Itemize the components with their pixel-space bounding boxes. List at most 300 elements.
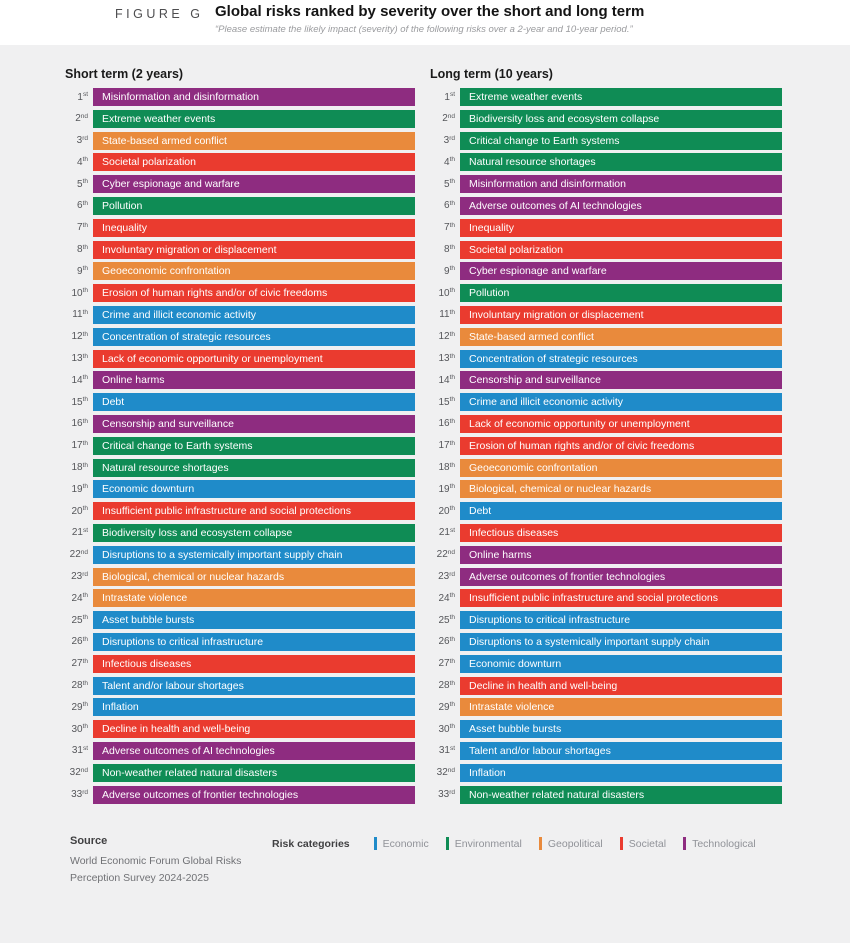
risk-row	[430, 153, 782, 171]
risk-bar	[460, 88, 782, 106]
risk-bar	[93, 633, 415, 651]
risk-label: Crime and illicit economic activity	[102, 308, 257, 321]
risk-rank: 24th	[438, 592, 455, 604]
risk-row	[65, 786, 415, 804]
risk-rank-ordinal: th	[449, 679, 455, 687]
risk-rank: 20th	[438, 505, 455, 517]
risk-label: Debt	[102, 396, 125, 409]
risk-rank-ordinal: th	[449, 221, 455, 229]
risk-rank: 19th	[71, 483, 88, 495]
legend-item-technological	[683, 837, 756, 850]
risk-row	[65, 764, 415, 782]
risk-bar	[93, 241, 415, 259]
risk-row	[430, 371, 782, 389]
risk-label: Misinformation and disinformation	[102, 91, 259, 103]
legend-item-environmental	[446, 837, 522, 850]
risk-label: Biodiversity loss and ecosystem collapse	[102, 526, 293, 539]
risk-rank: 11th	[72, 308, 88, 321]
risk-rank: 28th	[71, 679, 88, 692]
risk-bar	[93, 524, 415, 542]
risk-bar	[93, 546, 415, 564]
risk-rank: 17th	[438, 439, 455, 452]
risk-bar	[93, 110, 415, 128]
chart-panel	[0, 45, 850, 943]
risk-rank: 23rd	[438, 570, 455, 583]
legend-title: Risk categories	[272, 837, 350, 850]
risk-rank-ordinal: th	[82, 439, 88, 447]
risk-row	[65, 350, 415, 368]
risk-bar	[93, 589, 415, 607]
risk-label: Adverse outcomes of frontier technologies	[102, 788, 299, 801]
risk-bar	[93, 764, 415, 782]
risk-bar	[460, 589, 782, 607]
risk-row	[430, 480, 782, 498]
risk-rank-ordinal: th	[82, 679, 88, 687]
risk-row	[430, 546, 782, 564]
short-term-column	[65, 67, 415, 804]
risk-rank-ordinal: th	[449, 374, 455, 382]
risk-row	[430, 328, 782, 346]
risk-row	[65, 459, 415, 477]
risk-label: Online harms	[102, 374, 165, 387]
risk-label: Disruptions to critical infrastructure	[102, 635, 264, 648]
risk-rank-ordinal: st	[82, 744, 88, 752]
risk-label: Geoeconomic confrontation	[469, 461, 598, 474]
risk-row	[65, 241, 415, 259]
source-line-2: Perception Survey 2024-2025	[70, 871, 209, 884]
risk-rank: 8th	[444, 243, 455, 256]
risk-bar	[460, 546, 782, 564]
risk-rank-ordinal: th	[82, 221, 88, 229]
risk-label: Asset bubble bursts	[102, 614, 195, 627]
legend-color-chip	[683, 837, 686, 850]
risk-rank-ordinal: rd	[449, 570, 455, 578]
risk-label: Intrastate violence	[102, 592, 188, 605]
risk-label: Intrastate violence	[469, 701, 555, 714]
risk-rank: 16th	[71, 417, 88, 430]
risk-label: State-based armed conflict	[102, 134, 227, 147]
risk-row	[65, 153, 415, 171]
risk-rank-ordinal: th	[449, 265, 455, 273]
risk-bar	[460, 633, 782, 651]
risk-rank-ordinal: th	[82, 178, 88, 186]
long-term-column	[430, 67, 782, 804]
risk-bar	[93, 480, 415, 498]
risk-rank-ordinal: th	[82, 657, 88, 665]
figure-label: FIGURE G	[115, 7, 204, 21]
risk-row	[65, 415, 415, 433]
risk-rank-ordinal: th	[82, 396, 88, 404]
risk-row	[430, 698, 782, 716]
risk-row	[430, 284, 782, 302]
risk-rank-ordinal: th	[449, 330, 455, 338]
risk-label: Misinformation and disinformation	[469, 178, 626, 191]
risk-rank: 31st	[438, 744, 455, 757]
risk-label: Involuntary migration or displacement	[469, 308, 644, 321]
risk-rank: 7th	[77, 221, 88, 234]
risk-rank-ordinal: th	[449, 657, 455, 665]
risk-bar	[460, 132, 782, 150]
risk-rank: 24th	[71, 592, 88, 604]
risk-bar	[93, 611, 415, 629]
risk-bar	[460, 175, 782, 193]
risk-label: Pollution	[469, 287, 510, 300]
risk-bar	[460, 764, 782, 782]
risk-rank: 21st	[71, 526, 88, 539]
risk-bar	[460, 655, 782, 673]
legend-item-economic	[374, 837, 429, 850]
risk-rank-ordinal: nd	[80, 112, 88, 120]
risk-rank-ordinal: th	[82, 723, 88, 731]
risk-rank-ordinal: rd	[82, 788, 88, 796]
risk-row	[430, 742, 782, 760]
risk-row	[65, 328, 415, 346]
risk-rank-ordinal: th	[82, 243, 88, 251]
risk-label: Decline in health and well-being	[102, 723, 251, 736]
risk-row	[430, 437, 782, 455]
risk-label: Geoeconomic confrontation	[102, 265, 231, 278]
legend-items	[374, 837, 773, 850]
risk-rank-ordinal: th	[82, 330, 88, 338]
risk-row	[430, 175, 782, 193]
risk-label: Erosion of human rights and/or of civic freedoms	[469, 439, 695, 452]
risk-label: State-based armed conflict	[469, 330, 594, 343]
risk-rank: 23rd	[71, 570, 88, 583]
risk-rank: 10th	[71, 287, 88, 299]
risk-rank: 14th	[438, 374, 455, 386]
risk-rank-ordinal: th	[449, 308, 455, 316]
risk-bar	[460, 742, 782, 760]
risk-bar	[460, 219, 782, 237]
risk-row	[65, 132, 415, 150]
risk-label: Pollution	[102, 199, 143, 212]
risk-categories-legend	[272, 837, 773, 850]
risk-rank-ordinal: th	[449, 483, 455, 491]
risk-rank: 22nd	[436, 548, 455, 561]
legend-item-societal	[620, 837, 666, 850]
risk-row	[430, 110, 782, 128]
risk-bar	[93, 371, 415, 389]
risk-row	[65, 306, 415, 324]
risk-rank-ordinal: th	[449, 156, 455, 164]
legend-label: Geopolitical	[547, 837, 603, 850]
risk-label: Disruptions to critical infrastructure	[469, 614, 631, 627]
risk-rank: 31st	[71, 744, 88, 757]
risk-rank: 1st	[444, 91, 455, 103]
risk-bar	[460, 611, 782, 629]
risk-rank: 18th	[438, 461, 455, 474]
risk-row	[430, 241, 782, 259]
risk-rank-ordinal: rd	[449, 134, 455, 142]
risk-bar	[93, 132, 415, 150]
risk-row	[430, 350, 782, 368]
risk-rank-ordinal: nd	[447, 112, 455, 120]
risk-label: Inflation	[469, 766, 506, 779]
risk-bar	[93, 568, 415, 586]
risk-row	[430, 589, 782, 607]
risk-rank-ordinal: th	[82, 352, 88, 360]
risk-rank-ordinal: th	[449, 352, 455, 360]
risk-rank-ordinal: th	[82, 505, 88, 513]
risk-bar	[460, 677, 782, 695]
risk-rank: 22nd	[69, 548, 88, 561]
risk-label: Asset bubble bursts	[469, 723, 562, 736]
risk-rank: 3rd	[76, 134, 88, 147]
risk-bar	[93, 284, 415, 302]
risk-rank-ordinal: th	[449, 243, 455, 251]
risk-row	[430, 633, 782, 651]
risk-label: Adverse outcomes of AI technologies	[469, 199, 642, 212]
short-term-list	[65, 88, 415, 804]
risk-rank-ordinal: th	[449, 614, 455, 622]
risk-rank: 18th	[71, 461, 88, 474]
risk-label: Cyber espionage and warfare	[469, 265, 607, 278]
risk-label: Talent and/or labour shortages	[102, 679, 244, 692]
risk-label: Extreme weather events	[102, 112, 216, 125]
risk-bar	[93, 698, 415, 716]
risk-rank-ordinal: th	[82, 417, 88, 425]
risk-rank: 11th	[439, 308, 455, 321]
risk-rank: 12th	[438, 330, 455, 343]
risk-rank-ordinal: st	[449, 744, 455, 752]
risk-rank-ordinal: nd	[80, 766, 88, 774]
risk-row	[65, 110, 415, 128]
risk-rank: 26th	[438, 635, 455, 648]
risk-rank-ordinal: th	[82, 483, 88, 491]
risk-rank: 16th	[438, 417, 455, 430]
risk-rank: 15th	[71, 396, 88, 408]
risk-rank: 8th	[77, 243, 88, 256]
risk-rank-ordinal: th	[449, 199, 455, 207]
risk-bar	[93, 742, 415, 760]
risk-row	[430, 611, 782, 629]
risk-row	[65, 262, 415, 280]
risk-bar	[460, 502, 782, 520]
risk-rank: 2nd	[75, 112, 88, 125]
risk-rank: 33rd	[438, 788, 455, 800]
risk-rank-ordinal: th	[82, 614, 88, 622]
risk-label: Debt	[469, 505, 492, 518]
risk-bar	[460, 720, 782, 738]
risk-row	[65, 546, 415, 564]
legend-label: Environmental	[454, 837, 522, 850]
risk-row	[430, 677, 782, 695]
risk-bar	[93, 655, 415, 673]
risk-row	[65, 524, 415, 542]
long-term-list	[430, 88, 782, 804]
risk-bar	[460, 197, 782, 215]
risk-rank: 30th	[71, 723, 88, 735]
risk-label: Societal polarization	[102, 156, 196, 169]
risk-bar	[93, 328, 415, 346]
risk-rank: 27th	[71, 657, 88, 670]
risk-rank: 4th	[444, 156, 455, 168]
risk-rank-ordinal: th	[82, 461, 88, 469]
risk-bar	[460, 241, 782, 259]
risk-row	[65, 393, 415, 411]
risk-label: Online harms	[469, 548, 532, 561]
risk-label: Erosion of human rights and/or of civic freedoms	[102, 287, 328, 300]
risk-row	[65, 175, 415, 193]
risk-label: Inflation	[102, 701, 139, 714]
risk-label: Economic downturn	[469, 657, 562, 670]
risk-bar	[93, 786, 415, 804]
risk-bar	[460, 328, 782, 346]
risk-bar	[93, 350, 415, 368]
risk-label: Insufficient public infrastructure and social protections	[469, 592, 719, 605]
risk-bar	[93, 175, 415, 193]
risk-rank: 13th	[71, 352, 88, 365]
risk-bar	[460, 284, 782, 302]
risk-row	[65, 284, 415, 302]
risk-row	[65, 480, 415, 498]
risk-label: Lack of economic opportunity or unemployment	[469, 417, 690, 430]
risk-row	[65, 197, 415, 215]
risk-label: Non-weather related natural disasters	[102, 766, 278, 779]
risk-row	[65, 437, 415, 455]
risk-label: Censorship and surveillance	[469, 374, 601, 387]
risk-row	[65, 219, 415, 237]
risk-rank: 15th	[438, 396, 455, 408]
risk-rank-ordinal: th	[82, 199, 88, 207]
risk-bar	[460, 698, 782, 716]
risk-row	[65, 655, 415, 673]
risk-rank: 9th	[77, 265, 88, 277]
risk-row	[430, 88, 782, 106]
risk-rank-ordinal: th	[82, 592, 88, 600]
risk-rank-ordinal: th	[449, 461, 455, 469]
risk-bar	[93, 153, 415, 171]
legend-color-chip	[446, 837, 449, 850]
risk-bar	[93, 720, 415, 738]
risk-row	[430, 568, 782, 586]
risk-rank: 20th	[71, 505, 88, 517]
risk-rank-ordinal: th	[82, 374, 88, 382]
risk-bar	[93, 459, 415, 477]
risk-label: Critical change to Earth systems	[469, 134, 620, 147]
risk-rank: 1st	[77, 91, 88, 103]
risk-rank-ordinal: th	[82, 265, 88, 273]
risk-label: Biological, chemical or nuclear hazards	[102, 570, 285, 583]
risk-row	[65, 611, 415, 629]
risk-rank: 6th	[77, 199, 88, 212]
legend-label: Economic	[382, 837, 429, 850]
risk-label: Critical change to Earth systems	[102, 439, 253, 452]
risk-label: Cyber espionage and warfare	[102, 178, 240, 191]
risk-row	[65, 742, 415, 760]
risk-rank-ordinal: th	[449, 592, 455, 600]
risk-label: Censorship and surveillance	[102, 417, 234, 430]
source-line-1: World Economic Forum Global Risks	[70, 855, 242, 867]
risk-row	[430, 306, 782, 324]
risk-label: Adverse outcomes of frontier technologies	[469, 570, 666, 583]
risk-rank-ordinal: th	[449, 723, 455, 731]
risk-rank-ordinal: rd	[82, 570, 88, 578]
risk-label: Adverse outcomes of AI technologies	[102, 744, 275, 757]
risk-label: Non-weather related natural disasters	[469, 788, 645, 801]
risk-rank-ordinal: th	[449, 505, 455, 513]
legend-item-geopolitical	[539, 837, 603, 850]
risk-rank-ordinal: th	[449, 178, 455, 186]
risk-row	[65, 371, 415, 389]
risk-row	[65, 88, 415, 106]
risk-rank-ordinal: th	[449, 439, 455, 447]
risk-bar	[93, 262, 415, 280]
risk-label: Concentration of strategic resources	[102, 330, 271, 343]
risk-rank: 29th	[438, 701, 455, 713]
risk-row	[430, 393, 782, 411]
risk-label: Inequality	[102, 221, 147, 234]
risk-rank-ordinal: nd	[80, 548, 88, 556]
risk-bar	[460, 350, 782, 368]
risk-label: Inequality	[469, 221, 514, 234]
legend-color-chip	[374, 837, 377, 850]
risk-row	[65, 589, 415, 607]
risk-rank: 12th	[71, 330, 88, 343]
risk-rank-ordinal: th	[82, 308, 88, 316]
source-block	[70, 835, 270, 886]
risk-label: Biodiversity loss and ecosystem collapse	[469, 112, 660, 125]
risk-rank: 26th	[71, 635, 88, 648]
risk-row	[65, 568, 415, 586]
risk-rank-ordinal: th	[82, 287, 88, 295]
figure-title: Global risks ranked by severity over the short and long term	[215, 3, 645, 20]
risk-rank: 27th	[438, 657, 455, 670]
risk-rank-ordinal: th	[449, 417, 455, 425]
risk-bar	[460, 459, 782, 477]
risk-bar	[460, 568, 782, 586]
risk-rank: 25th	[71, 614, 88, 626]
risk-row	[430, 786, 782, 804]
risk-row	[65, 633, 415, 651]
short-term-heading: Short term (2 years)	[65, 67, 184, 81]
risk-rank-ordinal: th	[449, 396, 455, 404]
risk-rank-ordinal: st	[449, 526, 455, 534]
risk-rank-ordinal: th	[82, 635, 88, 643]
risk-rank: 21st	[438, 526, 455, 539]
figure-subtitle: “Please estimate the likely impact (severity) of the following risks over a 2-year and 10-year period.”	[215, 24, 633, 35]
risk-rank: 4th	[77, 156, 88, 168]
risk-label: Concentration of strategic resources	[469, 352, 638, 365]
risk-label: Natural resource shortages	[469, 156, 596, 169]
risk-rank: 19th	[438, 483, 455, 495]
risk-bar	[93, 306, 415, 324]
legend-label: Technological	[692, 837, 756, 850]
risk-label: Crime and illicit economic activity	[469, 396, 624, 409]
risk-rank: 33rd	[71, 788, 88, 800]
risk-bar	[460, 393, 782, 411]
risk-rank-ordinal: th	[82, 156, 88, 164]
risk-rank: 5th	[444, 178, 455, 190]
risk-bar	[460, 371, 782, 389]
risk-row	[65, 698, 415, 716]
risk-rank-ordinal: nd	[447, 766, 455, 774]
risk-row	[430, 524, 782, 542]
risk-rank: 29th	[71, 701, 88, 713]
risk-rank: 14th	[71, 374, 88, 386]
risk-row	[430, 415, 782, 433]
risk-rank: 17th	[71, 439, 88, 452]
risk-rank-ordinal: st	[449, 91, 455, 98]
risk-label: Talent and/or labour shortages	[469, 744, 611, 757]
risk-bar	[93, 415, 415, 433]
risk-row	[430, 502, 782, 520]
risk-bar	[460, 415, 782, 433]
risk-row	[430, 132, 782, 150]
risk-bar	[460, 480, 782, 498]
risk-rank-ordinal: st	[82, 526, 88, 534]
risk-bar	[460, 306, 782, 324]
